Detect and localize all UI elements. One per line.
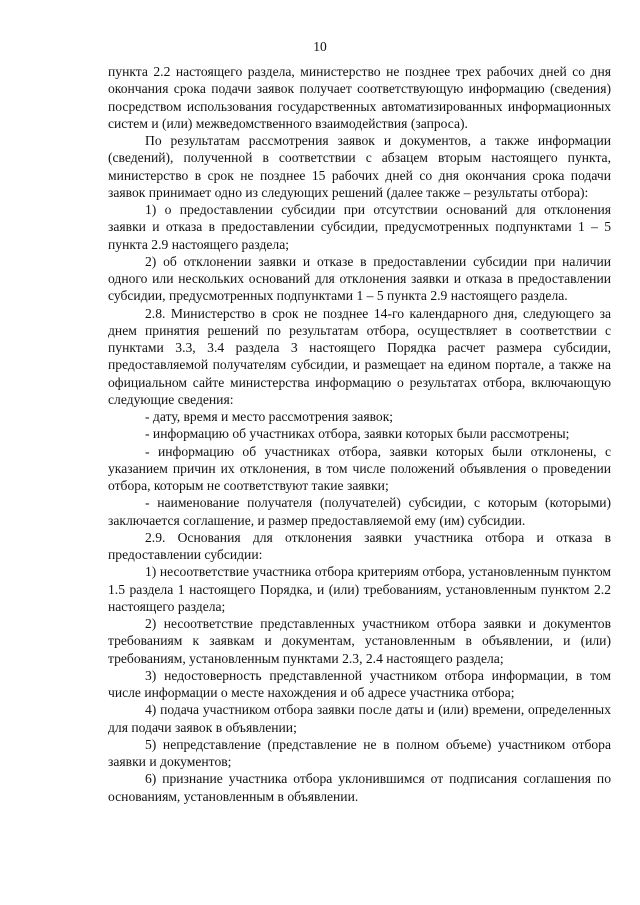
list-item: 2) несоответствие представленных участником отбора заявки и документов требованиям к заявкам и документам, установленным в объявлении, и (или) требованиям, установленным пунктами 2.3, 2.4 настоящего раздела; (108, 616, 611, 666)
paragraph: По результатам рассмотрения заявок и документов, а также информации (сведений), полученной в соответствии с абзацем вторым настоящего пункта, министерство в срок не позднее 15 рабочих дней со дня окончания срока подачи заявок принимает одно из следующих решений (далее также – результаты отбора): (108, 133, 611, 200)
list-item: 1) о предоставлении субсидии при отсутствии оснований для отклонения заявки и отказа в предоставлении субсидии, предусмотренных подпунктами 1 – 5 пункта 2.9 настоящего раздела; (108, 202, 611, 252)
list-item: - информацию об участниках отбора, заявки которых были отклонены, с указанием причин их отклонения, в том числе положений объявления о проведении отбора, которым не соответствуют такие заявки; (108, 443, 611, 493)
paragraph: 2.9. Основания для отклонения заявки участника отбора и отказа в предоставлении субсидии: (108, 529, 611, 562)
list-item: 3) недостоверность представленной участником отбора информации, в том числе информации о месте нахождения и об адресе участника отбора; (108, 667, 611, 700)
list-item: - информацию об участниках отбора, заявки которых были рассмотрены; (145, 426, 570, 442)
list-item: - дату, время и место рассмотрения заявок; (145, 409, 394, 424)
list-item: 1) несоответствие участника отбора критериям отбора, установленным пунктом 1.5 раздела 1 настоящего Порядка, и (или) требованиям, установленным пунктом 2.2 настоящего раздела; (108, 564, 611, 614)
list-item: 2) об отклонении заявки и отказе в предоставлении субсидии при наличии одного или нескольких оснований для отклонения заявки и отказа в предоставлении субсидии, предусмотренных подпунктами 1 – 5 пункта 2.9 настоящего раздела. (108, 253, 611, 304)
list-item: - наименование получателя (получателей) субсидии, с которым (которыми) заключается соглашение, и размер предоставляемой ему (им) субсидии. (108, 495, 611, 528)
list-item: 4) подача участником отбора заявки после даты и (или) времени, определенных для подачи заявок в объявлении; (108, 702, 611, 735)
paragraph: пункта 2.2 настоящего раздела, министерство не позднее трех рабочих дней со дня окончания срока подачи заявок получает соответствующую информацию (сведения) посредством использования государственных автоматизированных информационных систем и (или) межведомственного взаимодействия (запроса). (108, 64, 611, 131)
document-body (108, 63, 611, 805)
page-number: 10 (313, 39, 327, 54)
paragraph: 2.8. Министерство в срок не позднее 14-го календарного дня, следующего за днем принятия решений по результатам отбора, осуществляет в соответствии с пунктами 3.3, 3.4 раздела 3 настоящего Порядка расчет размера субсидии, предоставляемой получателям субсидии, и размещает на едином портале, а также на официальном сайте министерства информацию о результатах отбора, включающую следующие сведения: (108, 305, 611, 407)
list-item: 6) признание участника отбора уклонившимся от подписания соглашения по основаниям, установленным в объявлении. (108, 771, 611, 804)
list-item: 5) непредставление (представление не в полном объеме) участником отбора заявки и документов; (108, 736, 611, 769)
